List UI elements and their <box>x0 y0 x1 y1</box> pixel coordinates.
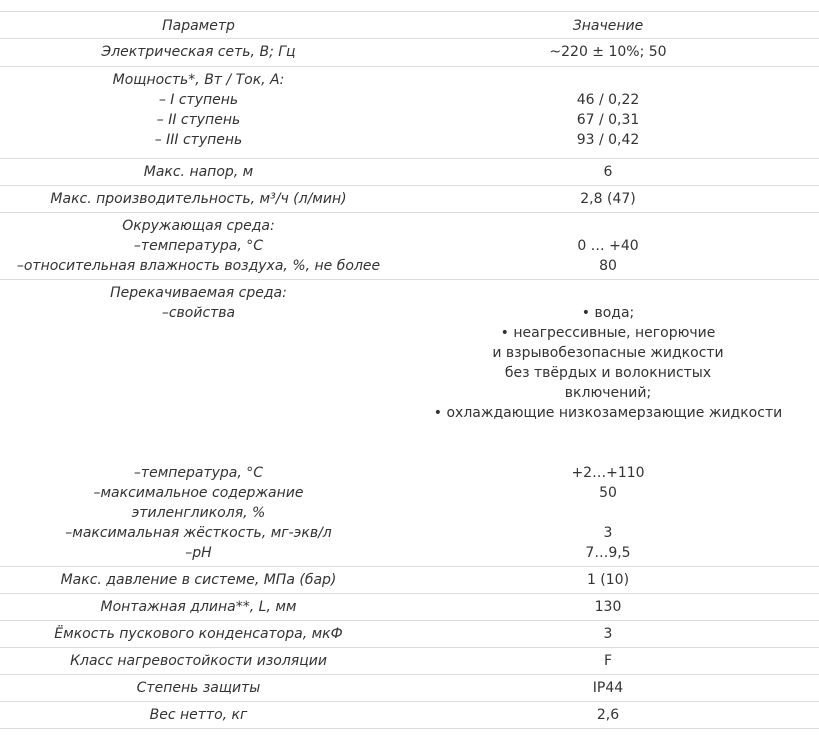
value-cell <box>397 213 819 280</box>
param-cell <box>0 186 397 213</box>
param-line: Вес нетто, кг <box>149 707 248 723</box>
param-cell <box>0 39 397 67</box>
table-row <box>0 280 819 567</box>
param-cell <box>0 67 397 159</box>
value-cell <box>397 675 819 702</box>
param-line: Ёмкость пускового конденсатора, мкФ <box>54 626 343 642</box>
value-line: +2…+110 <box>571 465 645 481</box>
value-line: 0 … +40 <box>577 238 639 254</box>
value-line: 67 / 0,31 <box>576 112 640 128</box>
table-row <box>0 213 819 280</box>
table-row <box>0 67 819 159</box>
param-line: –максимальное содержание <box>93 485 304 501</box>
param-line: Макс. напор, м <box>143 164 254 180</box>
value-line: 2,6 <box>596 707 620 723</box>
header-value <box>397 12 819 39</box>
param-cell <box>0 648 397 675</box>
param-cell <box>0 567 397 594</box>
param-cell <box>0 213 397 280</box>
param-line: –максимальная жёсткость, мг-экв/л <box>65 525 332 541</box>
param-line: Макс. производительность, м³/ч (л/мин) <box>50 191 347 207</box>
value-line: 46 / 0,22 <box>576 92 640 108</box>
value-cell <box>397 621 819 648</box>
value-cell <box>397 702 819 729</box>
param-line: Электрическая сеть, В; Гц <box>101 44 296 60</box>
param-line: Степень защиты <box>136 680 261 696</box>
value-line: • вода; <box>581 305 635 321</box>
table-row <box>0 594 819 621</box>
table-row <box>0 621 819 648</box>
param-cell <box>0 621 397 648</box>
param-line: –pH <box>185 545 212 561</box>
value-line: ~220 ± 10%; 50 <box>549 44 667 60</box>
param-cell <box>0 159 397 186</box>
value-cell <box>397 280 819 567</box>
value-line: 7…9,5 <box>585 545 631 561</box>
header-param-label: Параметр <box>162 18 235 34</box>
param-line: Макс. давление в системе, МПа (бар) <box>60 572 337 588</box>
value-cell <box>397 67 819 159</box>
table-row <box>0 648 819 675</box>
param-line: этиленгликоля, % <box>131 505 266 521</box>
param-cell <box>0 594 397 621</box>
value-line: 2,8 (47) <box>580 191 636 207</box>
value-line: 93 / 0,42 <box>576 132 640 148</box>
param-line: Перекачиваемая среда: <box>110 285 287 301</box>
param-line: Монтажная длина**, L, мм <box>100 599 297 615</box>
value-cell <box>397 567 819 594</box>
param-line: – III ступень <box>154 132 243 148</box>
param-line: –свойства <box>161 305 236 321</box>
table-row <box>0 702 819 729</box>
value-line: IP44 <box>592 680 624 696</box>
param-line: Мощность*, Вт / Ток, А: <box>112 72 285 88</box>
value-line: 50 <box>599 485 617 501</box>
value-line: 3 <box>603 525 613 541</box>
value-line: 6 <box>603 164 613 180</box>
value-cell <box>397 39 819 67</box>
param-line: – II ступень <box>156 112 241 128</box>
param-cell <box>0 702 397 729</box>
param-line: –температура, °С <box>133 238 264 254</box>
value-line: и взрывобезопасные жидкости <box>492 345 724 361</box>
value-line: 1 (10) <box>586 572 630 588</box>
table-row <box>0 186 819 213</box>
specifications-table <box>0 11 819 729</box>
table-row <box>0 39 819 67</box>
table-row <box>0 567 819 594</box>
value-cell <box>397 159 819 186</box>
param-line: –относительная влажность воздуха, %, не более <box>16 258 381 274</box>
value-line: без твёрдых и волокнистых <box>504 365 712 381</box>
header-value-label: Значение <box>572 18 644 34</box>
value-line: • неагрессивные, негорючие <box>500 325 716 341</box>
header-param <box>0 12 397 39</box>
param-line: Окружающая среда: <box>122 218 275 234</box>
value-line: включений; <box>564 385 652 401</box>
table-row <box>0 159 819 186</box>
param-line: –температура, °С <box>133 465 264 481</box>
table-row <box>0 675 819 702</box>
param-cell <box>0 675 397 702</box>
param-line: Класс нагревостойкости изоляции <box>70 653 327 669</box>
value-line: • охлаждающие низкозамерзающие жидкости <box>433 405 783 421</box>
param-line: – I ступень <box>158 92 239 108</box>
value-line: 130 <box>594 599 622 615</box>
value-line: 80 <box>599 258 617 274</box>
value-cell <box>397 594 819 621</box>
param-cell <box>0 280 397 567</box>
value-cell <box>397 186 819 213</box>
value-cell <box>397 648 819 675</box>
value-line: 3 <box>603 626 613 642</box>
value-line: F <box>603 653 613 669</box>
table-header-row <box>0 12 819 39</box>
